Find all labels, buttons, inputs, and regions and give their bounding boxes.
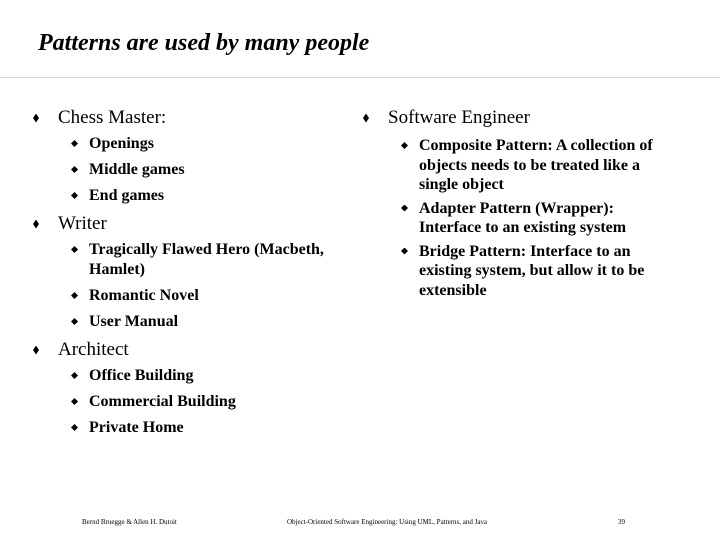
topic-label: Writer: [58, 213, 107, 234]
page-number: 39: [618, 518, 625, 526]
diamond-bullet-icon: [71, 246, 78, 253]
subtopic-item: Bridge Pattern: Interface to an existing system, but allow it to be extensible: [360, 242, 680, 301]
diamond-bullet-icon: [33, 114, 39, 123]
subtopic-item: Adapter Pattern (Wrapper): Interface to an existing system: [360, 199, 680, 238]
subtopic-item: Romantic Novel: [30, 286, 340, 306]
diamond-bullet-icon: [71, 318, 78, 325]
footer-book-title: Object-Oriented Software Engineering: Using UML, Patterns, and Java: [287, 518, 488, 526]
footer-authors: Bernd Bruegge & Allen H. Dutoit: [82, 518, 177, 526]
diamond-bullet-icon: [401, 248, 408, 255]
subtopic-item: End games: [30, 186, 340, 206]
topic-software-engineer: [360, 106, 680, 300]
subtopic-list: [30, 366, 340, 438]
diamond-bullet-icon: [71, 292, 78, 299]
subtopic-item: Commercial Building: [30, 392, 340, 412]
topic-writer: [30, 212, 340, 332]
diamond-bullet-icon: [71, 398, 78, 405]
subtopic-item: Composite Pattern: A collection of objects needs to be treated like a single object: [360, 136, 680, 195]
subtopic-list: [30, 134, 340, 206]
right-column: [360, 106, 680, 300]
subtopic-item: Tragically Flawed Hero (Macbeth, Hamlet): [30, 240, 340, 280]
subtopic-item: User Manual: [30, 312, 340, 332]
diamond-bullet-icon: [401, 205, 408, 212]
topic-chess-master: [30, 106, 340, 206]
diamond-bullet-icon: [71, 424, 78, 431]
subtopic-list: [30, 240, 340, 332]
diamond-bullet-icon: [71, 192, 78, 199]
diamond-bullet-icon: [71, 140, 78, 147]
topic-architect: [30, 338, 340, 438]
topic-label: Architect: [58, 339, 129, 360]
subtopic-list: [360, 136, 680, 300]
left-column: [30, 106, 340, 438]
topic-label: Software Engineer: [388, 107, 530, 128]
topic-label: Chess Master:: [58, 107, 167, 128]
subtopic-item: Private Home: [30, 418, 340, 438]
diamond-bullet-icon: [33, 346, 39, 355]
diamond-bullet-icon: [71, 372, 78, 379]
subtopic-item: Office Building: [30, 366, 340, 386]
diamond-bullet-icon: [33, 220, 39, 229]
diamond-bullet-icon: [363, 114, 369, 123]
diamond-bullet-icon: [401, 142, 408, 149]
subtopic-item: Openings: [30, 134, 340, 154]
slide-title: Patterns are used by many people: [38, 30, 370, 56]
subtopic-item: Middle games: [30, 160, 340, 180]
title-divider: [0, 77, 720, 78]
diamond-bullet-icon: [71, 166, 78, 173]
